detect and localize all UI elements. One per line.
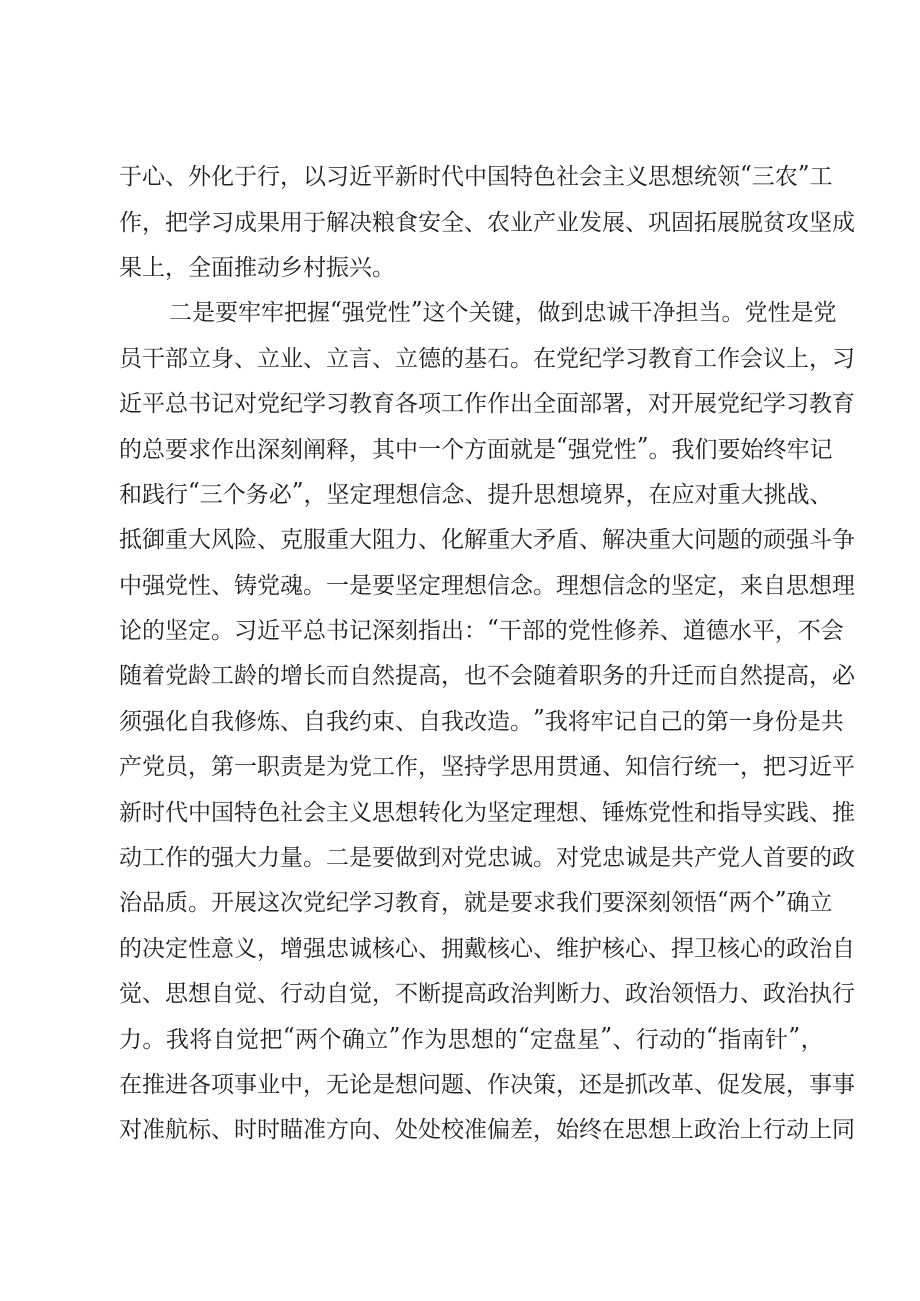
text-line: 论 的 坚 定 。 习 近 平 总 书 记 深 刻 指 出 ： “ 干 部 的 党 性 修 养 、 道 德 水 平 ， 不 会: [119, 615, 844, 645]
text-line: 觉 、 思 想 自 觉 、 行 动 自 觉 ， 不 断 提 高 政 治 判 断 力 、 政 治 领 悟 力 、 政 治 执 行: [119, 981, 855, 1008]
text-line: 员 干 部 立 身 、 立 业 、 立 言 、 立 德 的 基 石 。 在 党 纪 学 习 教 育 工 作 会 议 上 ， 习: [119, 345, 855, 372]
text-line: 的 决 定 性 意 义 ， 增 强 忠 诚 核 心 、 拥 戴 核 心 、 维 护 核 心 、 捍 卫 核 心 的 政 治 自: [119, 935, 855, 962]
text-line: 和 践 行 “ 三 个 务 必 ” ， 坚 定 理 想 信 念 、 提 升 思 想 境 界 ， 在 应 对 重 大 挑 战 、: [119, 479, 833, 508]
text-line: 随 着 党 龄 工 龄 的 增 长 而 自 然 提 高 ， 也 不 会 随 着 职 务 的 升 迁 而 自 然 提 高 ， 必: [119, 663, 855, 690]
text-line: 对 准 航 标 、 时 时 瞄 准 方 向 、 处 处 校 准 偏 差 ， 始 终 在 思 想 上 政 治 上 行 动 上 同: [119, 1117, 855, 1144]
text-line: 抵 御 重 大 风 险 、 克 服 重 大 阻 力 、 化 解 重 大 矛 盾 、 解 决 重 大 问 题 的 顽 强 斗 争: [119, 527, 855, 554]
text-line: 近 平 总 书 记 对 党 纪 学 习 教 育 各 项 工 作 作 出 全 面 部 署 ， 对 开 展 党 纪 学 习 教 育: [119, 391, 855, 418]
text-line: 动 工 作 的 强 大 力 量 。 二 是 要 做 到 对 党 忠 诚 。 对 党 忠 诚 是 共 产 党 人 首 要 的 政: [119, 845, 855, 872]
text-line: 二 是 要 牢 牢 把 握 “ 强 党 性 ” 这 个 关 键 ， 做 到 忠 诚 干 净 担 当 。 党 性 是 党: [169, 297, 837, 327]
text-line: 在 推 进 各 项 事 业 中 ， 无 论 是 想 问 题 、 作 决 策 ， 还 是 抓 改 革 、 促 发 展 ， 事 事: [119, 1072, 855, 1098]
text-line: 力 。 我 将 自 觉 把 “ 两 个 确 立 ” 作 为 思 想 的 “ 定 盘 星 ” 、 行 动 的 “ 指 南 针 ” ，: [119, 1024, 824, 1053]
text-line: 作 ， 把 学 习 成 果 用 于 解 决 粮 食 安 全 、 农 业 产 业 发 展 、 巩 固 拓 展 脱 贫 攻 坚 成: [119, 209, 855, 236]
text-line: 果上，全面推动乡村振兴。: [119, 254, 395, 281]
text-line: 于 心 、 外 化 于 行 ， 以 习 近 平 新 时 代 中 国 特 色 社 会 主 义 思 想 统 领 “ 三 农 ” 工: [119, 161, 833, 191]
paragraph: [119, 288, 855, 1150]
text-line: 中 强 党 性 、 铸 党 魂 。 一 是 要 坚 定 理 想 信 念 。 理 想 信 念 的 坚 定 ， 来 自 思 想 理: [119, 572, 855, 599]
text-line: 产 党 员 ， 第 一 职 责 是 为 党 工 作 ， 坚 持 学 思 用 贯 通 、 知 信 行 统 一 ， 把 习 近 平: [119, 754, 855, 781]
text-line: 新 时 代 中 国 特 色 社 会 主 义 思 想 转 化 为 坚 定 理 想 、 锤 炼 党 性 和 指 导 实 践 、 推: [119, 799, 855, 826]
text-line: 治 品 质 。 开 展 这 次 党 纪 学 习 教 育 ， 就 是 要 求 我 们 要 深 刻 领 悟 “ 两 个 ” 确 立: [119, 887, 833, 917]
body-text: [119, 152, 855, 1151]
paragraph: [119, 152, 855, 288]
text-line: 的 总 要 求 作 出 深 刻 阐 释 ， 其 中 一 个 方 面 就 是 “ 强 党 性 ” 。 我 们 要 始 终 牢 记: [119, 434, 833, 463]
text-line: 须 强 化 自 我 修 炼 、 自 我 约 束 、 自 我 改 造 。 ” 我 将 牢 记 自 己 的 第 一 身 份 是 共: [119, 706, 844, 735]
